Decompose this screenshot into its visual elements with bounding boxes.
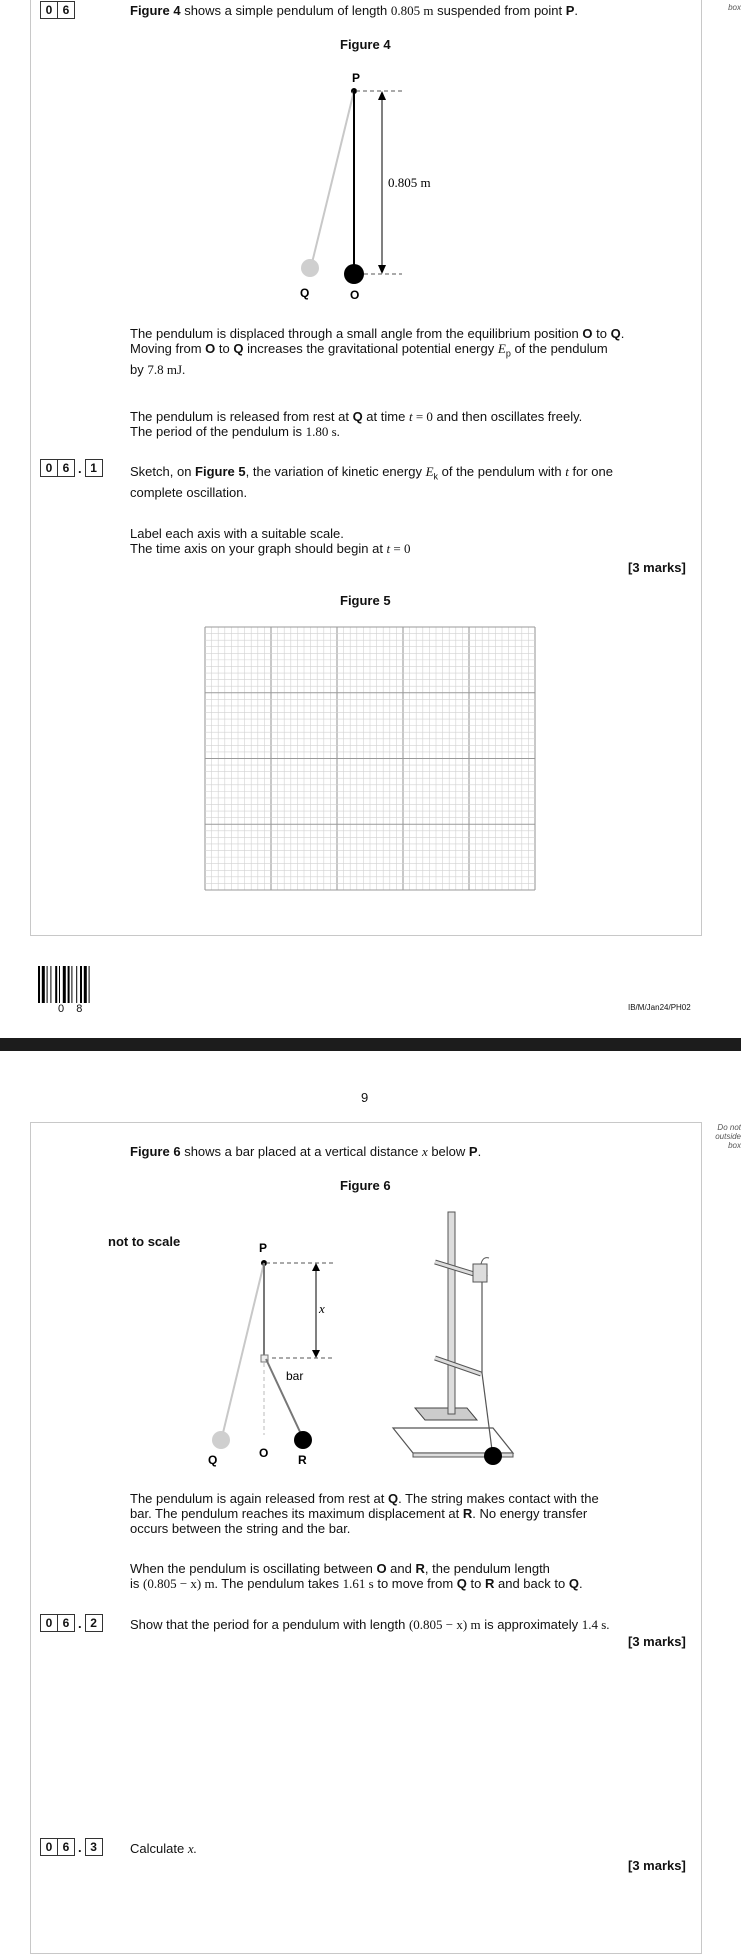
figure-6-title: Figure 6 [340,1178,391,1193]
bob-displaced [301,259,319,277]
stand-rod [448,1212,455,1414]
question-number-06-3: 0 6 . 3 [40,1838,102,1856]
answer-space-06-3[interactable] [130,1880,690,1940]
label-Q: Q [208,1453,218,1467]
x-arrow-head-bottom [312,1350,320,1358]
figure-4-diagram [280,65,460,305]
barcode-bar [76,966,77,1003]
x-arrow-head-top [312,1263,320,1271]
paragraph-release: The pendulum is released from rest at Q at time t = 0 and then oscillates freely. The period of the pendulum is 1.80 s. [130,409,583,439]
dimension-arrow-head-bottom [378,265,386,274]
top-clamp-block [473,1264,487,1282]
paragraph-displacement: The pendulum is displaced through a small angle from the equilibrium position O to Q. Moving from O to Q increases the gravitational potential energy $E_p$ of the pendulum by 7.8 mJ. [130,326,625,377]
side-note: Do not outside box [715,1123,741,1150]
figure-5-title: Figure 5 [340,593,391,608]
question-06-3-marks: [3 marks] [628,1858,686,1873]
barcode-bar [50,966,51,1003]
figure-5-graph-grid[interactable] [204,626,536,891]
bob-at-R [294,1431,312,1449]
figure-6-apparatus-drawing [385,1208,515,1473]
figure-6-pendulum-diagram [200,1235,340,1475]
label-P: P [259,1241,268,1255]
barcode-bar [68,966,70,1003]
question-06-3-text: Calculate x. [130,1841,197,1856]
pendulum-bob [484,1447,502,1465]
label-R: R [298,1453,307,1467]
barcode-bar [80,966,82,1003]
label-O: O [259,1446,269,1460]
page-separator [0,1038,741,1051]
barcode-bar [42,966,45,1003]
figure-4-title: Figure 4 [340,37,391,52]
side-note-top: box [728,3,741,12]
barcode-bar [89,966,90,1003]
bob-at-Q [212,1431,230,1449]
paragraph-oscillation: When the pendulum is oscillating between O and R, the pendulum length is (0.805 − x) m. The pendulum takes 1.61 s to move from Q to R and back to Q. [130,1561,583,1591]
question-number-06-2: 0 6 . 2 [40,1614,102,1632]
barcode [38,966,112,1003]
question-06-intro: Figure 4 shows a simple pendulum of length 0.805 m suspended from point P. [130,3,579,18]
label-P: P [352,71,361,85]
question-06-2-text: Show that the period for a pendulum with length (0.805 − x) m is approximately 1.4 s. [130,1617,610,1632]
barcode-bar [71,966,72,1003]
barcode-bar [47,966,48,1003]
stand-foot [415,1408,477,1420]
question-06-2-marks: [3 marks] [628,1634,686,1649]
barcode-bar [38,966,40,1003]
dimension-arrow-head-top [378,91,386,100]
label-O: O [350,288,360,302]
answer-space-06-2[interactable] [130,1660,690,1820]
paper-code: IB/M/Jan24/PH02 [628,1003,691,1012]
question-number-06: 0 6 [40,1,74,19]
label-bar: bar [286,1369,304,1383]
string-displaced [311,91,354,267]
question-number-06-1: 0 6 . 1 [40,459,102,477]
not-to-scale-note: not to scale [108,1234,181,1249]
string-displaced [222,1263,264,1437]
label-x: x [319,1301,325,1316]
figure-6-intro: Figure 6 shows a bar placed at a vertical distance x below P. [130,1144,482,1159]
question-06-1-text: Sketch, on Figure 5, the variation of kinetic energy $E_k$ of the pendulum with t for one complete oscillation. [130,464,613,500]
question-06-1-marks: [3 marks] [628,560,686,575]
barcode-bar [55,966,57,1003]
barcode-bar [84,966,87,1003]
label-Q: Q [300,286,310,300]
question-06-1-instructions: Label each axis with a suitable scale. The time axis on your graph should begin at t = 0 [130,526,411,556]
barcode-bar [59,966,60,1003]
barcode-bar [63,966,66,1003]
barcode-digits: 0 8 [58,1003,85,1015]
length-label: 0.805 m [388,175,431,190]
paragraph-release-again: The pendulum is again released from rest at Q. The string makes contact with the bar. The pendulum reaches its maximum displacement at R. No energy transfer occurs between the string and the bar. [130,1491,599,1536]
page-number: 9 [361,1090,369,1105]
bob-equilibrium [344,264,364,284]
